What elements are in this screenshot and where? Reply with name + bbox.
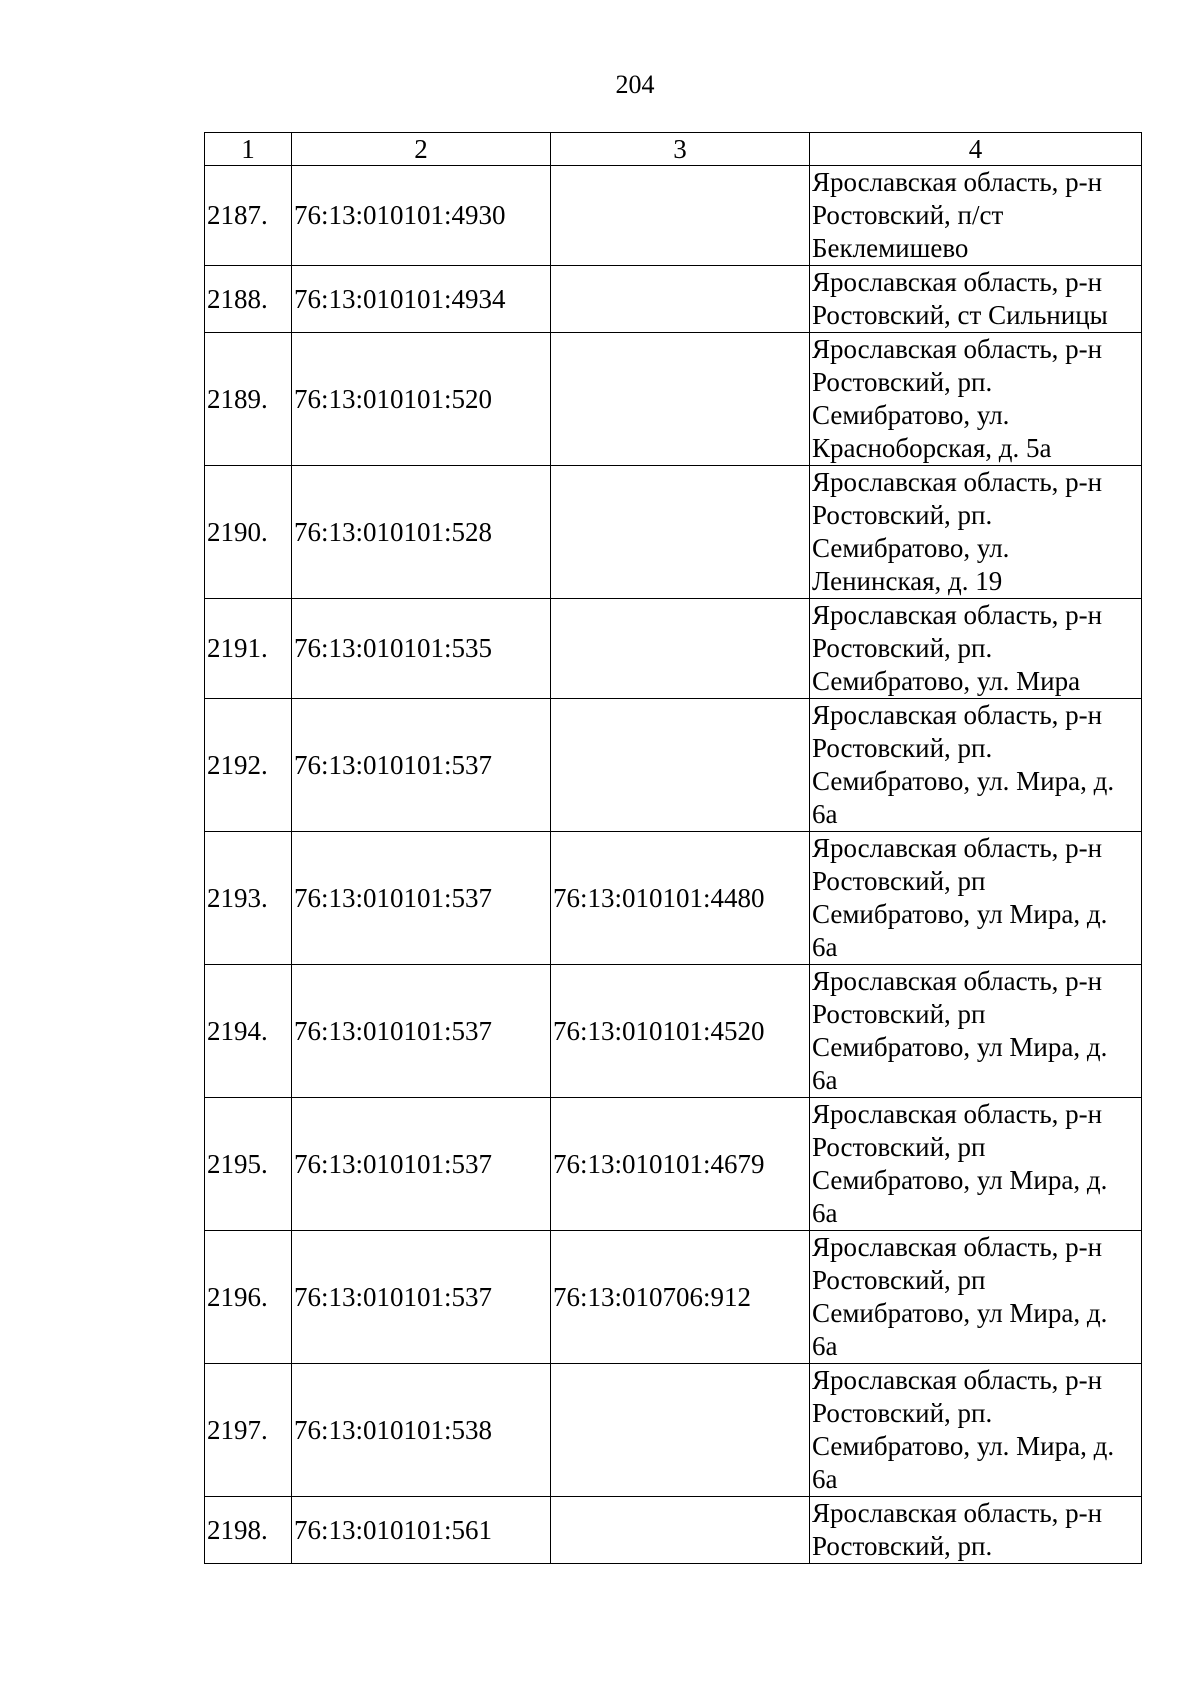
row-number: 2198. [205,1497,292,1564]
header-col-2: 2 [292,133,551,166]
row-number: 2192. [205,699,292,832]
cadastral-number: 76:13:010101:537 [292,1098,551,1231]
cadastral-number: 76:13:010101:537 [292,1231,551,1364]
row-number: 2194. [205,965,292,1098]
sub-cadastral-number [551,1364,810,1497]
address: Ярославская область, р-н Ростовский, ст Сильницы [810,266,1142,333]
header-col-3: 3 [551,133,810,166]
row-number: 2188. [205,266,292,333]
sub-cadastral-number [551,333,810,466]
table-row [205,832,1142,965]
row-number: 2190. [205,466,292,599]
table-row [205,1231,1142,1364]
table-row [205,599,1142,699]
page-number: 204 [615,70,655,99]
row-number: 2193. [205,832,292,965]
row-number: 2189. [205,333,292,466]
row-number: 2187. [205,166,292,266]
header-col-1: 1 [205,133,292,166]
table-row [205,965,1142,1098]
cadastral-number: 76:13:010101:537 [292,965,551,1098]
sub-cadastral-number [551,1497,810,1564]
sub-cadastral-number: 76:13:010101:4480 [551,832,810,965]
address: Ярославская область, р-н Ростовский, рп Семибратово, ул Мира, д. 6а [810,1098,1142,1231]
sub-cadastral-number [551,599,810,699]
registry-table [204,132,1142,1564]
cadastral-number: 76:13:010101:4930 [292,166,551,266]
address: Ярославская область, р-н Ростовский, рп Семибратово, ул Мира, д. 6а [810,1231,1142,1364]
cadastral-number: 76:13:010101:520 [292,333,551,466]
row-number: 2191. [205,599,292,699]
cadastral-number: 76:13:010101:535 [292,599,551,699]
sub-cadastral-number [551,166,810,266]
table-row [205,1364,1142,1497]
row-number: 2197. [205,1364,292,1497]
table-row [205,1497,1142,1564]
address: Ярославская область, р-н Ростовский, рп. Семибратово, ул. Мира [810,599,1142,699]
cadastral-number: 76:13:010101:561 [292,1497,551,1564]
row-number: 2195. [205,1098,292,1231]
table-row [205,333,1142,466]
cadastral-number: 76:13:010101:538 [292,1364,551,1497]
address: Ярославская область, р-н Ростовский, рп Семибратово, ул Мира, д. 6а [810,832,1142,965]
address: Ярославская область, р-н Ростовский, п/ст Беклемишево [810,166,1142,266]
table-body [205,166,1142,1564]
sub-cadastral-number [551,466,810,599]
table-row [205,466,1142,599]
address: Ярославская область, р-н Ростовский, рп. Семибратово, ул. Мира, д. 6а [810,699,1142,832]
row-number: 2196. [205,1231,292,1364]
table-row [205,266,1142,333]
cadastral-number: 76:13:010101:537 [292,832,551,965]
table-row [205,166,1142,266]
address: Ярославская область, р-н Ростовский, рп Семибратово, ул Мира, д. 6а [810,965,1142,1098]
address: Ярославская область, р-н Ростовский, рп. Семибратово, ул. Мира, д. 6а [810,1364,1142,1497]
table-row [205,699,1142,832]
table-header [205,133,1142,166]
address: Ярославская область, р-н Ростовский, рп. Семибратово, ул. Красноборская, д. 5а [810,333,1142,466]
address: Ярославская область, р-н Ростовский, рп. Семибратово, ул. Ленинская, д. 19 [810,466,1142,599]
cadastral-number: 76:13:010101:4934 [292,266,551,333]
cadastral-number: 76:13:010101:528 [292,466,551,599]
cadastral-number: 76:13:010101:537 [292,699,551,832]
table-row [205,1098,1142,1231]
sub-cadastral-number: 76:13:010706:912 [551,1231,810,1364]
sub-cadastral-number [551,699,810,832]
sub-cadastral-number: 76:13:010101:4679 [551,1098,810,1231]
sub-cadastral-number: 76:13:010101:4520 [551,965,810,1098]
sub-cadastral-number [551,266,810,333]
header-row [205,133,1142,166]
header-col-4: 4 [810,133,1142,166]
address: Ярославская область, р-н Ростовский, рп. [810,1497,1142,1564]
